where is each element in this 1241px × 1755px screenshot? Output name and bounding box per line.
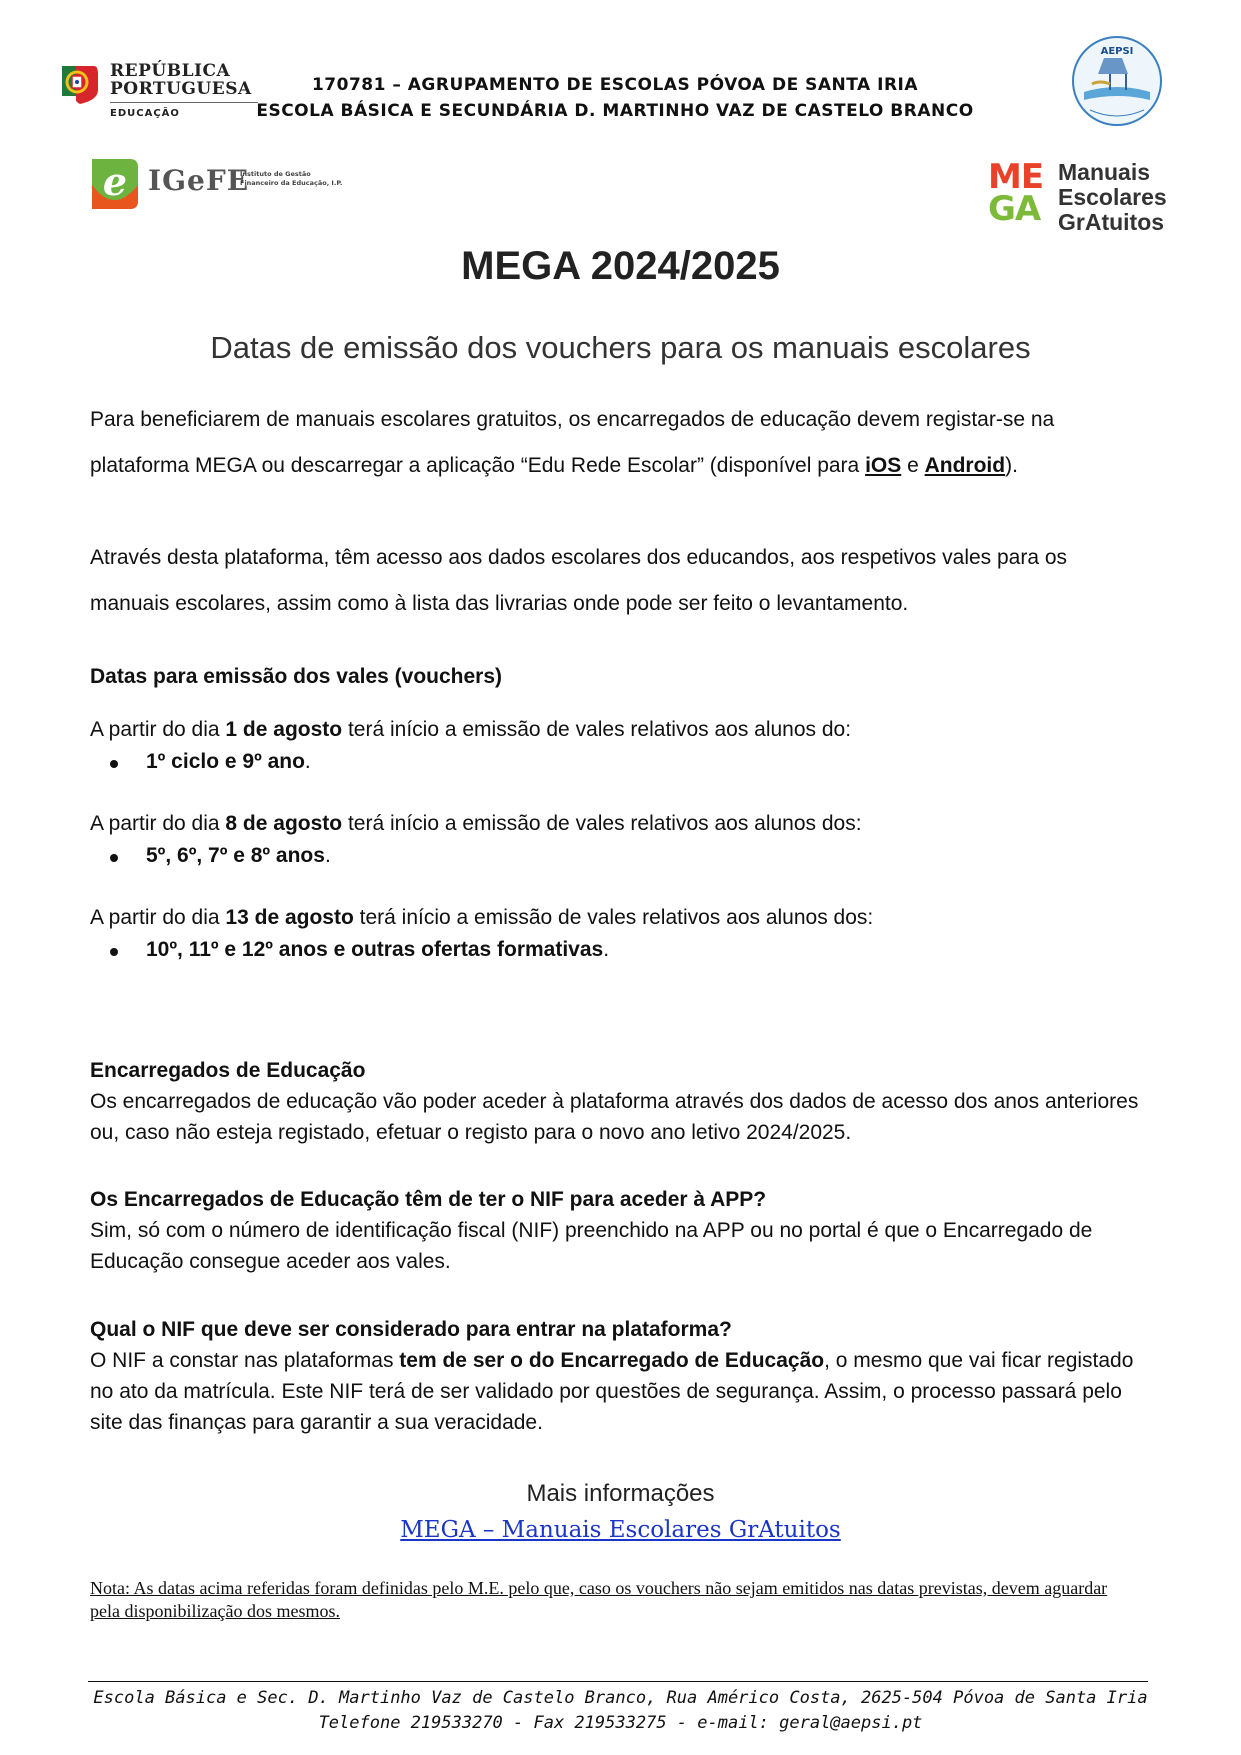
republica-portuguesa-logo <box>60 58 260 128</box>
qual-pre: O NIF a constar nas plataformas <box>90 1349 400 1372</box>
date-pre: A partir do dia <box>90 906 226 929</box>
intro-text: Para beneficiarem de manuais escolares gratuitos, os encarregados de educação devem registar-se na plataforma MEGA ou descarregar a aplicação “Edu Rede Escolar” (disponível para <box>90 408 1055 477</box>
school-line1: 170781 – AGRUPAMENTO DE ESCOLAS PÓVOA DE SANTA IRIA <box>311 75 919 95</box>
rep-edu-label: EDUCAÇÃO <box>110 108 180 119</box>
portugal-emblem-icon <box>60 60 100 108</box>
dates-heading: Datas para emissão dos vales (vouchers) <box>90 665 503 688</box>
qual-heading: Qual o NIF que deve ser considerado para entrar na plataforma? <box>90 1318 732 1341</box>
nif-text: Sim, só com o número de identificação fiscal (NIF) preenchido na APP ou no portal é que o Encarregado de Educação consegue aceder aos vales. <box>90 1219 1093 1273</box>
bullet-text: 1º ciclo e 9º ano <box>146 750 305 773</box>
footer <box>0 1686 1241 1736</box>
bullet-item-3 <box>146 938 609 962</box>
ee-text: Os encarregados de educação vão poder aceder à plataforma através dos dados de acesso dos anos anteriores ou, caso não esteja registado, efetuar o registo para o novo ano letivo 2024/2025. <box>90 1090 1139 1144</box>
mega-word-1: Manuais <box>1058 159 1151 185</box>
school-header <box>250 72 980 124</box>
bullet-item-1 <box>146 750 311 774</box>
qual-post: , o mesmo que vai ficar registado no ato da matrícula. Este NIF terá de ser validado por questões de segurança. Assim, o processo passará pelo site das finanças para garantir a sua veracidade. <box>90 1349 1134 1434</box>
mega-me: ME <box>988 157 1044 197</box>
date-line-2 <box>90 812 1150 836</box>
footer-contacts: Telefone 219533270 - Fax 219533275 - e-mail: geral@aepsi.pt <box>318 1713 923 1733</box>
mega-link[interactable]: MEGA – Manuais Escolares GrAtuitos <box>400 1517 841 1543</box>
qual-section <box>90 1314 1150 1438</box>
more-info-label: Mais informações <box>526 1480 715 1507</box>
intro-paragraph-2: Através desta plataforma, têm acesso aos dados escolares dos educandos, aos respetivos vales para os manuais escolares, assim como à lista das livrarias onde pode ser feito o levantamento. <box>90 546 1068 615</box>
intro-end: ). <box>1005 454 1018 477</box>
aepsi-logo <box>1070 34 1164 128</box>
bullet-text: 5º, 6º, 7º e 8º anos <box>146 844 325 867</box>
intro-and: e <box>901 454 925 477</box>
mega-ga: GA <box>988 189 1041 229</box>
divider <box>110 102 258 103</box>
android-link[interactable]: Android <box>924 454 1006 477</box>
igefe-e-icon <box>88 155 142 213</box>
date-post: terá início a emissão de vales relativos aos alunos dos: <box>342 812 862 835</box>
mega-logo <box>988 157 1178 235</box>
qual-text <box>90 1345 1150 1438</box>
bullet-dot <box>110 760 118 768</box>
date-value: 13 de agosto <box>225 906 354 929</box>
footer-address: Escola Básica e Sec. D. Martinho Vaz de Castelo Branco, Rua Américo Costa, 2625-504 Póvoa de Santa Iria <box>93 1688 1148 1708</box>
bullet-dot <box>110 854 118 862</box>
date-line-3 <box>90 906 1150 930</box>
date-post: terá início a emissão de vales relativos aos alunos dos: <box>353 906 874 929</box>
note-text: Nota: As datas acima referidas foram definidas pelo M.E. pelo que, caso os vouchers não sejam emitidos nas datas previstas, devem aguardar pela disponibilização dos mesmos. <box>90 1578 1108 1621</box>
page-subtitle: Datas de emissão dos vouchers para os manuais escolares <box>210 330 1031 365</box>
page-title: MEGA 2024/2025 <box>461 244 780 288</box>
bullet-period: . <box>304 750 311 773</box>
school-line2: ESCOLA BÁSICA E SECUNDÁRIA D. MARTINHO VAZ DE CASTELO BRANCO <box>256 101 974 121</box>
footer-divider <box>88 1681 1148 1682</box>
date-value: 8 de agosto <box>225 812 343 835</box>
intro-paragraph-1 <box>90 397 1150 489</box>
rep-line2: PORTUGUESA <box>110 79 252 99</box>
rep-line1: REPÚBLICA <box>110 61 231 81</box>
date-value: 1 de agosto <box>225 718 343 741</box>
ee-section <box>90 1055 1150 1148</box>
igefe-sub2: Financeiro da Educação, I.P. <box>240 179 343 187</box>
mega-word-3: GrAtuitos <box>1058 209 1165 235</box>
bullet-item-2 <box>146 844 331 868</box>
igefe-sub1: Instituto de Gestão <box>240 170 311 178</box>
date-pre: A partir do dia <box>90 812 226 835</box>
svg-text:e: e <box>102 159 128 204</box>
date-pre: A partir do dia <box>90 718 226 741</box>
bullet-period: . <box>324 844 331 867</box>
date-post: terá início a emissão de vales relativos aos alunos do: <box>342 718 852 741</box>
igefe-logo <box>88 155 358 215</box>
bullet-text: 10º, 11º e 12º anos e outras ofertas formativas <box>146 938 604 961</box>
ios-link[interactable]: iOS <box>865 454 902 477</box>
date-line-1 <box>90 718 1150 742</box>
aepsi-seal-icon <box>1070 34 1164 128</box>
nif-section <box>90 1184 1150 1277</box>
mega-word-2: Escolares <box>1058 184 1167 210</box>
aepsi-label: AEPSI <box>1100 46 1134 57</box>
qual-bold: tem de ser o do Encarregado de Educação <box>399 1349 825 1372</box>
igefe-name: IGeFE <box>148 164 250 197</box>
bullet-dot <box>110 948 118 956</box>
bullet-period: . <box>603 938 610 961</box>
nif-heading: Os Encarregados de Educação têm de ter o NIF para aceder à APP? <box>90 1188 767 1211</box>
ee-heading: Encarregados de Educação <box>90 1059 366 1082</box>
